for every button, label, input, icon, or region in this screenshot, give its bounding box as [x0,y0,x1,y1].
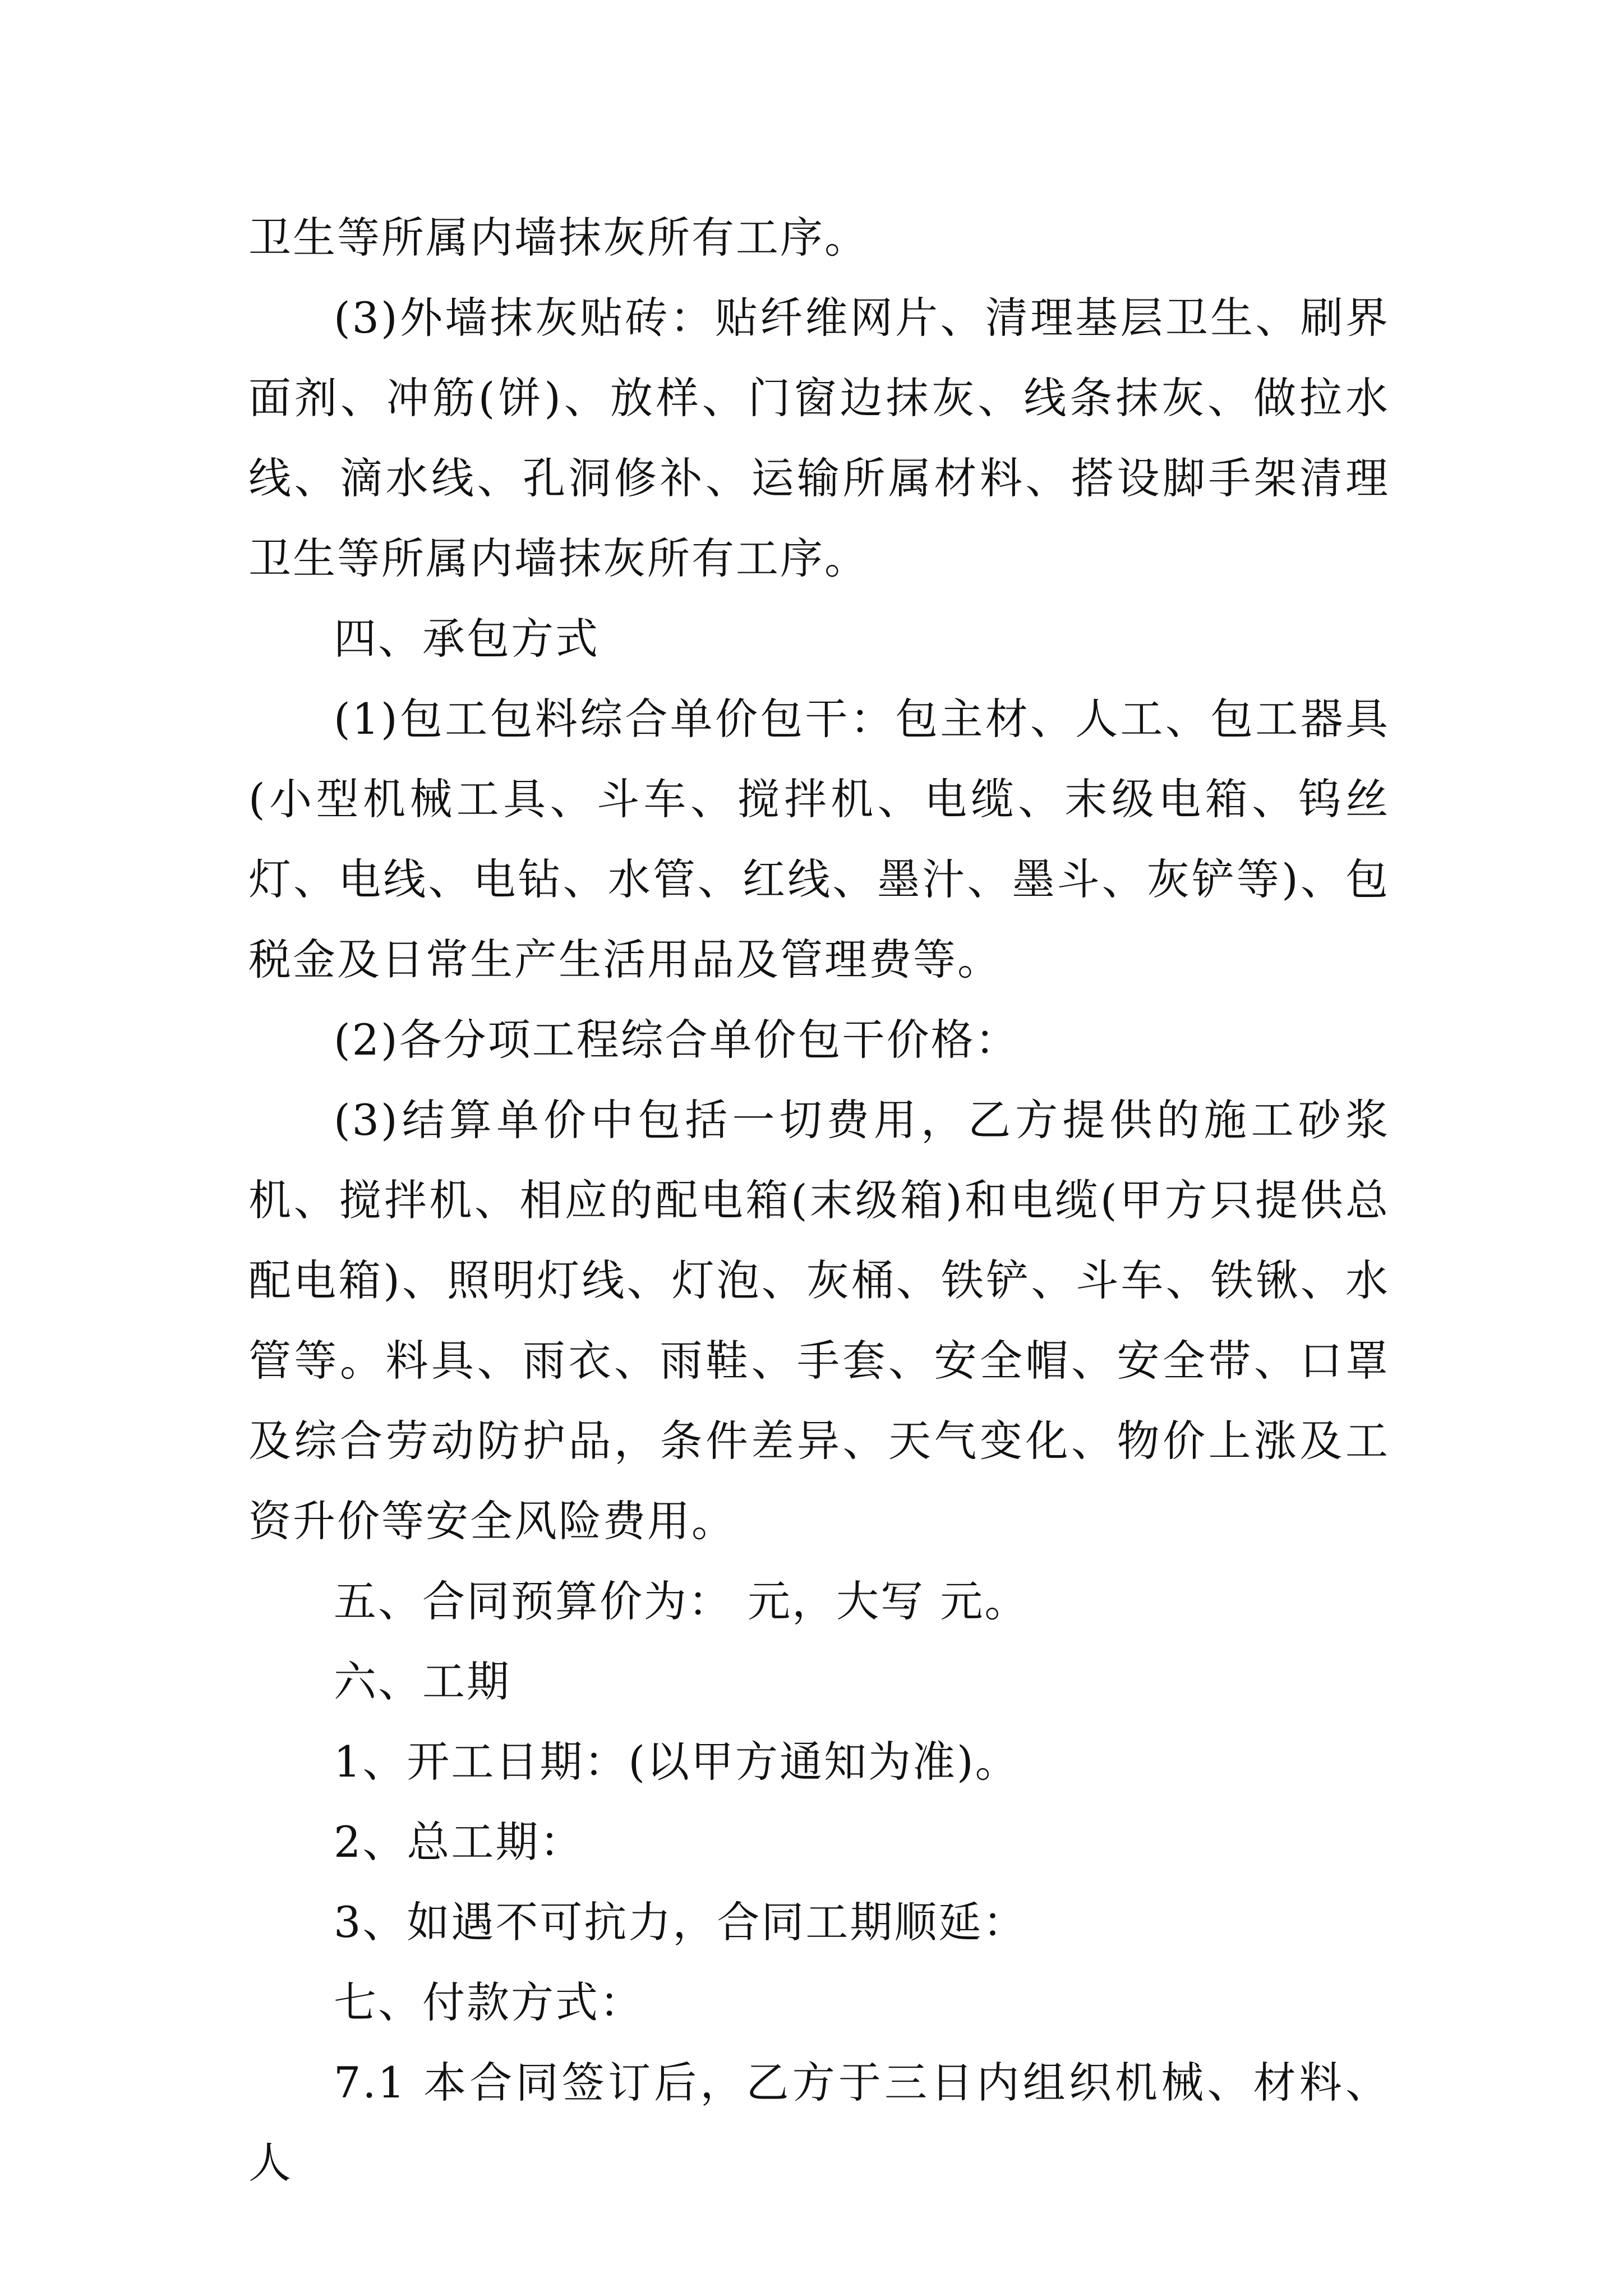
paragraph: 1、开工日期：(以甲方通知为准)。 [334,1737,1020,1787]
document-body [248,197,1390,2203]
section-heading: 五、合同预算价为： 元，大写 元。 [334,1576,1029,1626]
paragraph: 3、如遇不可抗力，合同工期顺延： [334,1897,1027,1947]
section-heading: 六、工期 [334,1657,511,1706]
paragraph: (3)结算单价中包括一切费用，乙方提供的施工砂浆机、搅拌机、相应的配电箱(末级箱)和电缆(甲方只提供总配电箱)、照明灯线、灯泡、灰桶、铁铲、斗车、铁锹、水管等。料具、雨衣、雨鞋、手套、安全帽、安全带、口罩及综合劳动防护品，条件差异、天气变化、物价上涨及工资升价等安全风险费用。 [248,1095,1390,1546]
paragraph: 2、总工期： [334,1817,584,1867]
paragraph: 7.1 本合同签订后，乙方于三日内组织机械、材料、人 [248,2058,1390,2188]
paragraph: (2)各分项工程综合单价包干价格： [334,1015,1020,1065]
paragraph: (3)外墙抹灰贴砖：贴纤维网片、清理基层卫生、刷界面剂、冲筋(饼)、放样、门窗边抹灰、线条抹灰、做拉水线、滴水线、孔洞修补、运输所属材料、搭设脚手架清理卫生等所属内墙抹灰所有工序。 [248,293,1390,583]
section-heading: 四、承包方式 [334,614,600,664]
paragraph: 卫生等所属内墙抹灰所有工序。 [248,213,869,263]
section-heading: 七、付款方式： [334,1977,644,2027]
paragraph: (1)包工包料综合单价包干：包主材、人工、包工器具(小型机械工具、斗车、搅拌机、电缆、末级电箱、钨丝灯、电线、电钻、水管、红线、墨汁、墨斗、灰铲等)、包税金及日常生产生活用品及管理费等。 [248,694,1390,984]
